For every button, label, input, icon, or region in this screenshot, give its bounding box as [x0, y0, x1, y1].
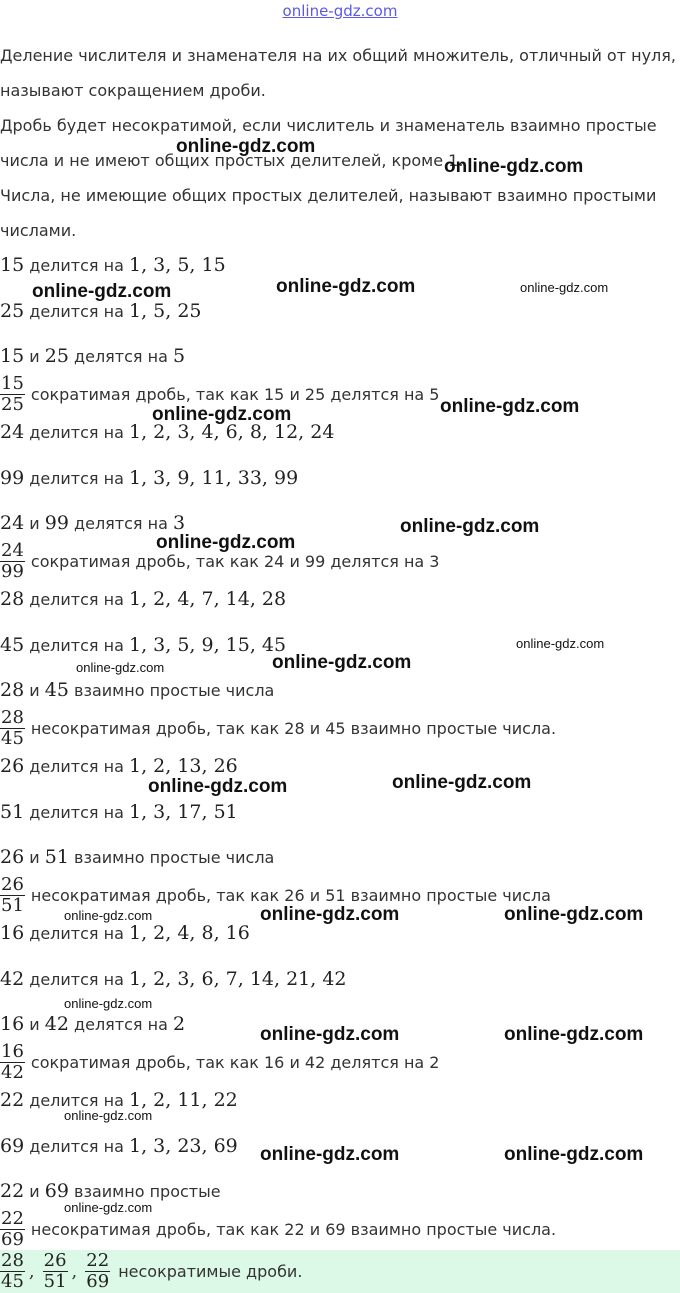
watermark-text: online-gdz.com: [392, 772, 532, 793]
watermark-text: online-gdz.com: [504, 904, 644, 925]
divisors-line-b: 25 делится на 1, 5, 25: [0, 300, 202, 322]
relation-line: 28 и 45 взаимно простые числа: [0, 679, 275, 701]
relation-line: 15 и 25 делятся на 5: [0, 345, 186, 367]
fraction: $\frac{16}{42}$: [1, 1040, 24, 1083]
watermark-text: online-gdz.com: [272, 652, 412, 673]
site-header-link[interactable]: online-gdz.com: [282, 2, 398, 20]
divisors-line-a: 16 делится на 1, 2, 4, 8, 16: [0, 922, 250, 944]
watermark-text: online-gdz.com: [148, 776, 288, 797]
divisors-line-b: 51 делится на 1, 3, 17, 51: [0, 801, 238, 823]
fraction: $\frac{26}{51}$: [1, 873, 24, 916]
watermark-text: online-gdz.com: [32, 281, 172, 302]
relation-line: 16 и 42 делятся на 2: [0, 1013, 186, 1035]
conclusion-line: $\frac{24}{99}$ сократимая дробь, так как 24 и 99 делятся на 3: [1, 539, 440, 582]
watermark-text: online-gdz.com: [504, 1144, 644, 1165]
watermark-text: online-gdz.com: [156, 532, 296, 553]
relation-line: 26 и 51 взаимно простые числа: [0, 846, 275, 868]
divisors-line-a: 26 делится на 1, 2, 13, 26: [0, 755, 238, 777]
watermark-text: online-gdz.com: [64, 908, 153, 923]
fraction: $\frac{24}{99}$: [1, 539, 24, 582]
intro-paragraph-3: Числа, не имеющие общих простых делителей, называют взаимно простыми числами.: [0, 186, 657, 240]
watermark-text: online-gdz.com: [260, 1144, 400, 1165]
divisors-line-b: 99 делится на 1, 3, 9, 11, 33, 99: [0, 467, 299, 489]
divisors-line-a: 24 делится на 1, 2, 3, 4, 6, 8, 12, 24: [0, 421, 335, 443]
divisors-line-a: 22 делится на 1, 2, 11, 22: [0, 1089, 238, 1111]
watermark-text: online-gdz.com: [260, 1024, 400, 1045]
final-fraction-3: $\frac{22}{69}$: [86, 1250, 110, 1292]
divisors-line-b: 42 делится на 1, 2, 3, 6, 7, 14, 21, 42: [0, 968, 347, 990]
conclusion-line: $\frac{28}{45}$ несократимая дробь, так как 28 и 45 взаимно простые числа.: [1, 706, 557, 749]
watermark-text: online-gdz.com: [64, 1200, 153, 1215]
watermark-text: online-gdz.com: [440, 396, 580, 417]
divisors-line-a: 28 делится на 1, 2, 4, 7, 14, 28: [0, 588, 287, 610]
watermark-text: online-gdz.com: [504, 1024, 644, 1045]
intro-paragraph-1: Деление числителя и знаменателя на их общий множитель, отличный от нуля, называют сокращением дроби.: [0, 46, 676, 100]
watermark-text: online-gdz.com: [64, 1108, 153, 1123]
conclusion-line: $\frac{22}{69}$ несократимая дробь, так как 22 и 69 взаимно простые числа.: [1, 1207, 557, 1250]
fraction: $\frac{28}{45}$: [1, 706, 24, 749]
watermark-text: online-gdz.com: [400, 516, 540, 537]
final-answer-text: несократимые дроби.: [118, 1262, 303, 1281]
final-fraction-1: $\frac{28}{45}$: [1, 1250, 24, 1292]
watermark-text: online-gdz.com: [152, 404, 292, 425]
watermark-text: online-gdz.com: [276, 276, 416, 297]
fraction: $\frac{22}{69}$: [1, 1207, 24, 1250]
intro-paragraph-2: Дробь будет несократимой, если числитель и знаменатель взаимно простые числа и не имеют общих простых делителей, кроме 1.: [0, 116, 657, 170]
divisors-line-b: 45 делится на 1, 3, 5, 9, 15, 45: [0, 634, 287, 656]
final-answer-row: $\frac{28}{45}$ , $\frac{26}{51}$ , $\frac{22}{69}$ несократимые дроби.: [0, 1250, 680, 1293]
watermark-text: online-gdz.com: [76, 660, 165, 675]
watermark-text: online-gdz.com: [64, 996, 153, 1011]
conclusion-line: $\frac{15}{25}$ сократимая дробь, так как 15 и 25 делятся на 5: [1, 372, 440, 415]
divisors-line-a: 15 делится на 1, 3, 5, 15: [0, 254, 226, 276]
watermark-text: online-gdz.com: [444, 156, 584, 177]
watermark-text: online-gdz.com: [260, 904, 400, 925]
final-fraction-2: $\frac{26}{51}$: [43, 1250, 67, 1292]
relation-line: 22 и 69 взаимно простые: [0, 1180, 221, 1202]
conclusion-line: $\frac{16}{42}$ сократимая дробь, так как 16 и 42 делятся на 2: [1, 1040, 440, 1083]
watermark-text: online-gdz.com: [516, 636, 605, 651]
watermark-text: online-gdz.com: [176, 136, 316, 157]
relation-line: 24 и 99 делятся на 3: [0, 512, 186, 534]
fraction: $\frac{15}{25}$: [1, 372, 24, 415]
conclusion-line: $\frac{26}{51}$ несократимая дробь, так как 26 и 51 взаимно простые числа: [1, 873, 551, 916]
divisors-line-b: 69 делится на 1, 3, 23, 69: [0, 1135, 238, 1157]
watermark-text: online-gdz.com: [520, 280, 609, 295]
